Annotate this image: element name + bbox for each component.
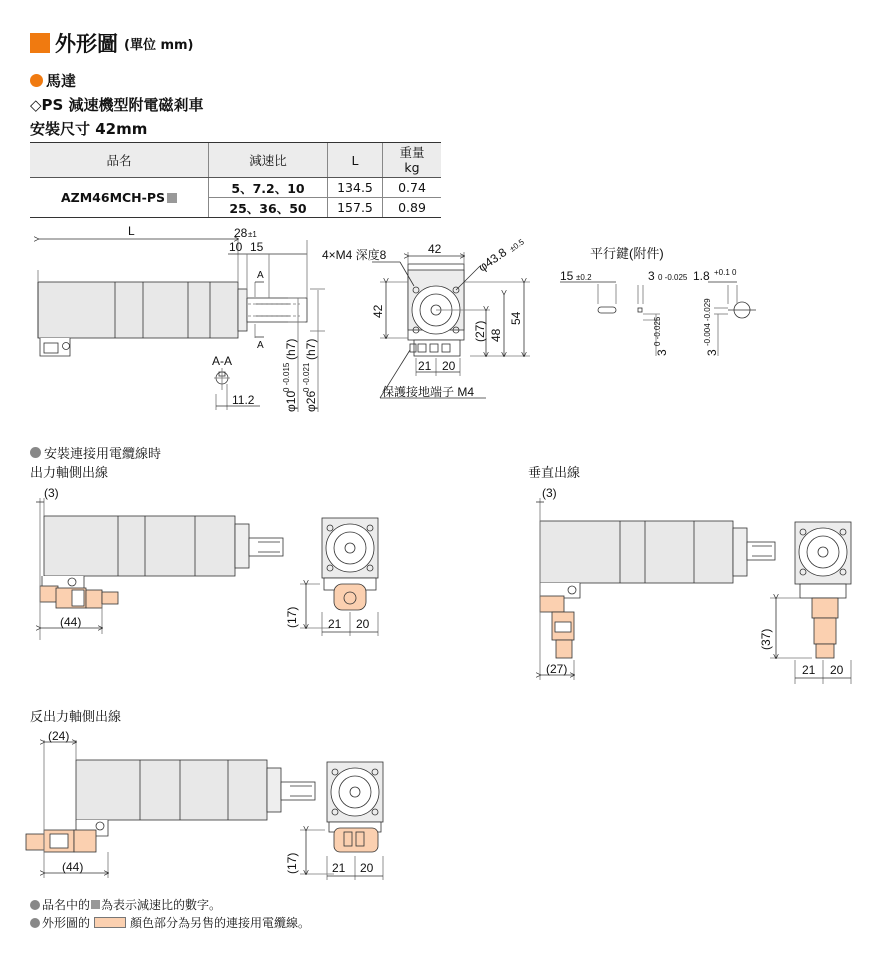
section-label: A-A (212, 354, 233, 368)
dim-phi26-fit: (h7) (304, 338, 318, 360)
cable-view-label: 垂直出線 (528, 466, 581, 481)
cable-view-vertical (536, 498, 775, 680)
col-header-ratio: 減速比 (209, 143, 328, 178)
ratio-placeholder-icon (91, 900, 100, 909)
type-heading: ◇PS 減速機型附電磁剎車 (30, 96, 204, 114)
v1-dim-20: 20 (356, 617, 370, 631)
v2-dim-20: 20 (830, 663, 844, 677)
dim-m4: 4×M4 深度8 (322, 248, 387, 262)
v2-dim-21: 21 (802, 663, 816, 677)
dim-48: 48 (489, 328, 503, 342)
v2-dim-27: (27) (546, 662, 568, 676)
ratio-cell: 25、36、50 (209, 198, 328, 218)
dim-54: 54 (509, 311, 523, 325)
unit-label: (單位 mm) (124, 37, 194, 53)
cable-color-swatch (94, 917, 126, 928)
cable-view-label: 出力軸側出線 (30, 466, 109, 481)
key-dim-1-8: 1.8 (693, 269, 710, 283)
key-vdim-3a: 3 (655, 349, 669, 356)
v3-dim-17: (17) (285, 852, 299, 874)
v3-dim-21: 21 (332, 861, 346, 875)
weight-cell: 0.89 (383, 198, 442, 218)
dim-phi10: φ10 (284, 390, 298, 412)
note-1: 品名中的 為表示減速比的數字。 (30, 896, 221, 913)
dim-phi43-8-tol: ±0.5 (507, 237, 526, 254)
bullet-icon (30, 918, 40, 928)
size-heading: 安裝尺寸 42mm (30, 120, 148, 138)
bullet-icon (30, 447, 41, 458)
motor-heading: 馬達 (30, 70, 76, 91)
cable-view-opposite-side (26, 740, 315, 878)
dim-phi10-tol: 0 -0.015 (282, 362, 291, 392)
bullet-icon (30, 900, 40, 910)
section-mark-a-top: A (257, 270, 264, 281)
key-vdim-3a-tol: 0 -0.025 (653, 316, 662, 346)
dim-21: 21 (418, 359, 432, 373)
dim-42-v: 42 (371, 304, 385, 318)
dim-phi26: φ26 (304, 390, 318, 412)
v1-dim-21: 21 (328, 617, 342, 631)
cable-view-label: 反出力軸側出線 (30, 710, 122, 725)
note-2: 外形圖的 顏色部分為另售的連接用電纜線。 (30, 914, 310, 931)
dim-20: 20 (442, 359, 456, 373)
dim-phi26-tol: 0 -0.021 (302, 362, 311, 392)
section-mark-a-bottom: A (257, 340, 264, 351)
dim-42-h: 42 (428, 242, 442, 256)
col-header-L: L (328, 143, 383, 178)
key-dim-3: 3 (648, 269, 655, 283)
col-header-weight: 重量 kg (383, 143, 442, 178)
key-title: 平行鍵(附件) (590, 246, 664, 261)
dim-27: (27) (473, 320, 487, 342)
dim-phi43-8: φ43.8 (475, 245, 510, 275)
dim-11-2: 11.2 (232, 393, 255, 407)
weight-cell: 0.74 (383, 178, 442, 198)
dim-28: 28 (234, 226, 248, 240)
key-dim-1-8-tol: +0.1 0 (714, 268, 737, 277)
key-dim-3-tol: 0 -0.025 (658, 273, 688, 282)
dim-L: L (128, 224, 135, 238)
L-cell: 157.5 (328, 198, 383, 218)
ground-terminal-label: 保護接地端子 M4 (382, 385, 475, 399)
v3-dim-44: (44) (62, 860, 84, 874)
v2-dim-37: (37) (759, 628, 773, 650)
dim-phi10-fit: (h7) (284, 338, 298, 360)
cable-view-vertical-front (770, 522, 851, 684)
v1-dim-17: (17) (285, 606, 299, 628)
dim-10: 10 (229, 240, 243, 254)
key-dim-15: 15 (560, 269, 574, 283)
col-header-name: 品名 (30, 143, 209, 178)
cable-section-title: 安裝連接用電纜線時 (30, 443, 161, 462)
dim-15: 15 (250, 240, 264, 254)
v3-dim-20: 20 (360, 861, 374, 875)
dim-28-tol: ±1 (248, 230, 257, 239)
v2-dim-3: (3) (542, 486, 557, 500)
title-text: 外形圖 (55, 32, 118, 56)
model-cell: AZM46MCH-PS (30, 178, 209, 218)
key-vdim-3b-tol: -0.004 -0.029 (703, 298, 712, 346)
v3-dim-24: (24) (48, 729, 70, 743)
motor-front-view (372, 252, 530, 398)
key-vdim-3b: 3 (705, 349, 719, 356)
ratio-cell: 5、7.2、10 (209, 178, 328, 198)
v1-dim-3: (3) (44, 486, 59, 500)
v1-dim-44: (44) (60, 615, 82, 629)
L-cell: 134.5 (328, 178, 383, 198)
key-dim-15-tol: ±0.2 (576, 273, 592, 282)
